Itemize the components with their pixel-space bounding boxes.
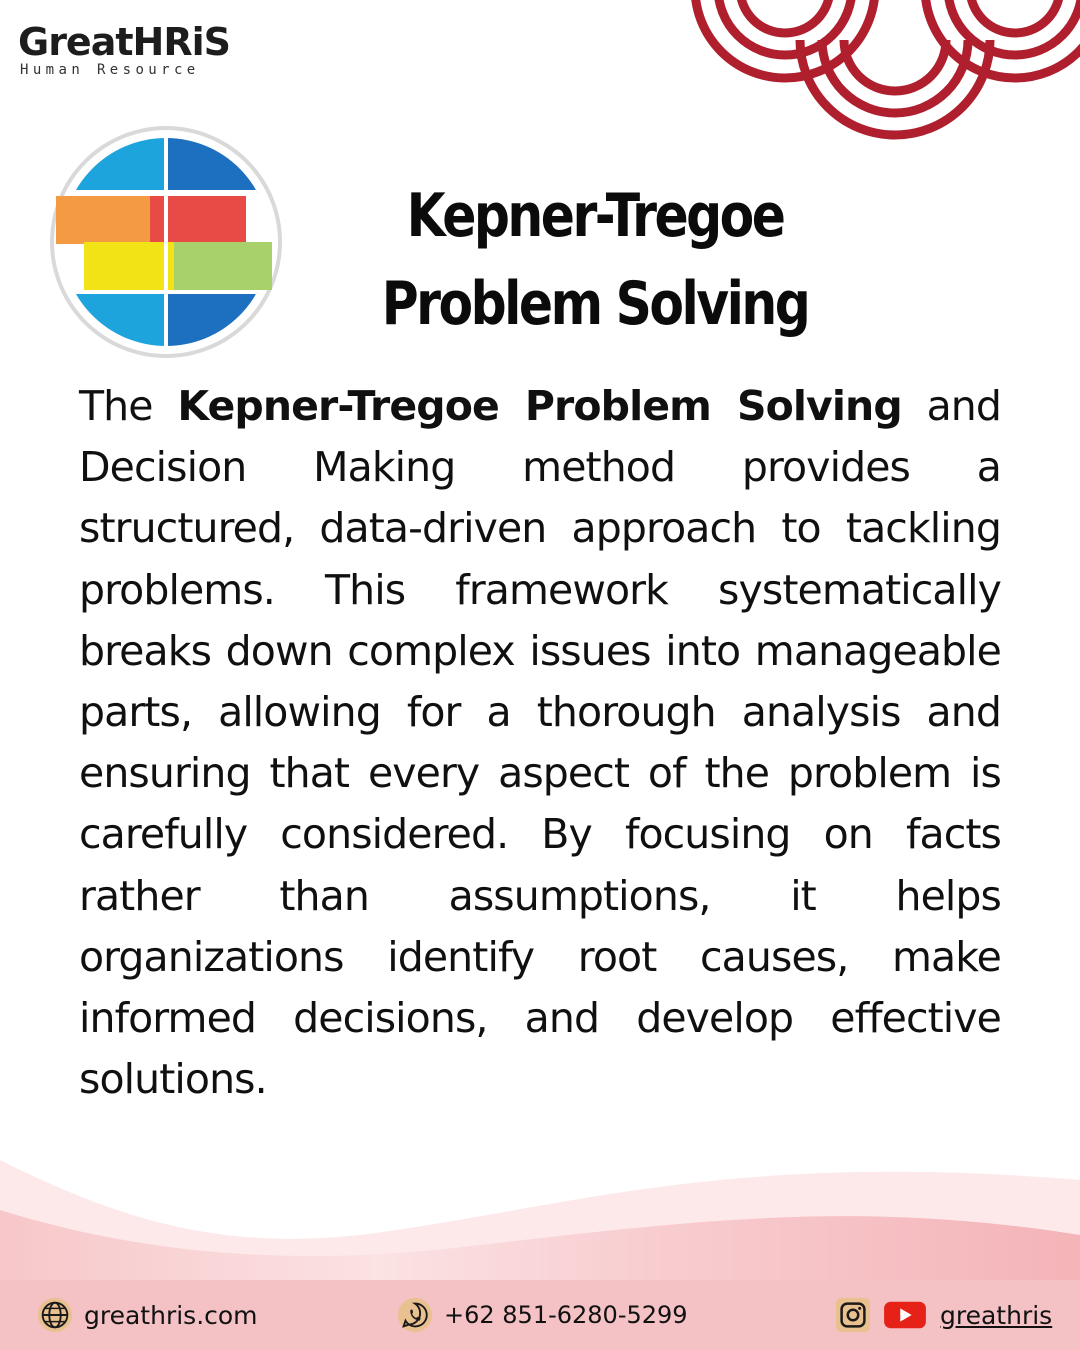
- social-handle: greathris: [940, 1300, 1053, 1330]
- whatsapp-icon: [396, 1296, 434, 1334]
- title-line-1: Kepner-Tregoe: [406, 181, 784, 251]
- title-line-2: Problem Solving: [381, 269, 809, 339]
- brand-name: GreatHRiS: [18, 20, 230, 64]
- paragraph-bold-term: Kepner-Tregoe Problem Solving: [177, 382, 902, 430]
- kepner-tregoe-logo: [48, 124, 284, 360]
- youtube-icon[interactable]: [882, 1296, 928, 1334]
- paragraph-lead: The: [79, 382, 153, 430]
- globe-icon: [36, 1296, 74, 1334]
- website-link[interactable]: [36, 1295, 258, 1335]
- instagram-icon[interactable]: [834, 1296, 872, 1334]
- paragraph-rest: and Decision Making method provides a structured, data-driven approach to tackling problems. This framework systematically breaks down complex issues into manageable parts, allowing for a thorough analysis and ensuring that every aspect of the problem is carefully considered. By focusing on facts rather than assumptions, it helps organizations identify root causes, make informed decisions, and develop effective solutions.: [79, 382, 1002, 1104]
- decorative-arcs: [680, 0, 1080, 140]
- website-text: greathris.com: [84, 1300, 258, 1330]
- phone-link[interactable]: [396, 1295, 688, 1335]
- social-links[interactable]: [834, 1295, 1052, 1335]
- brand-logo: [18, 18, 248, 88]
- page-title: [330, 172, 860, 348]
- phone-text: +62 851-6280-5299: [444, 1301, 688, 1329]
- brand-tagline: Human Resource: [20, 62, 200, 78]
- description-paragraph: [79, 376, 1001, 1110]
